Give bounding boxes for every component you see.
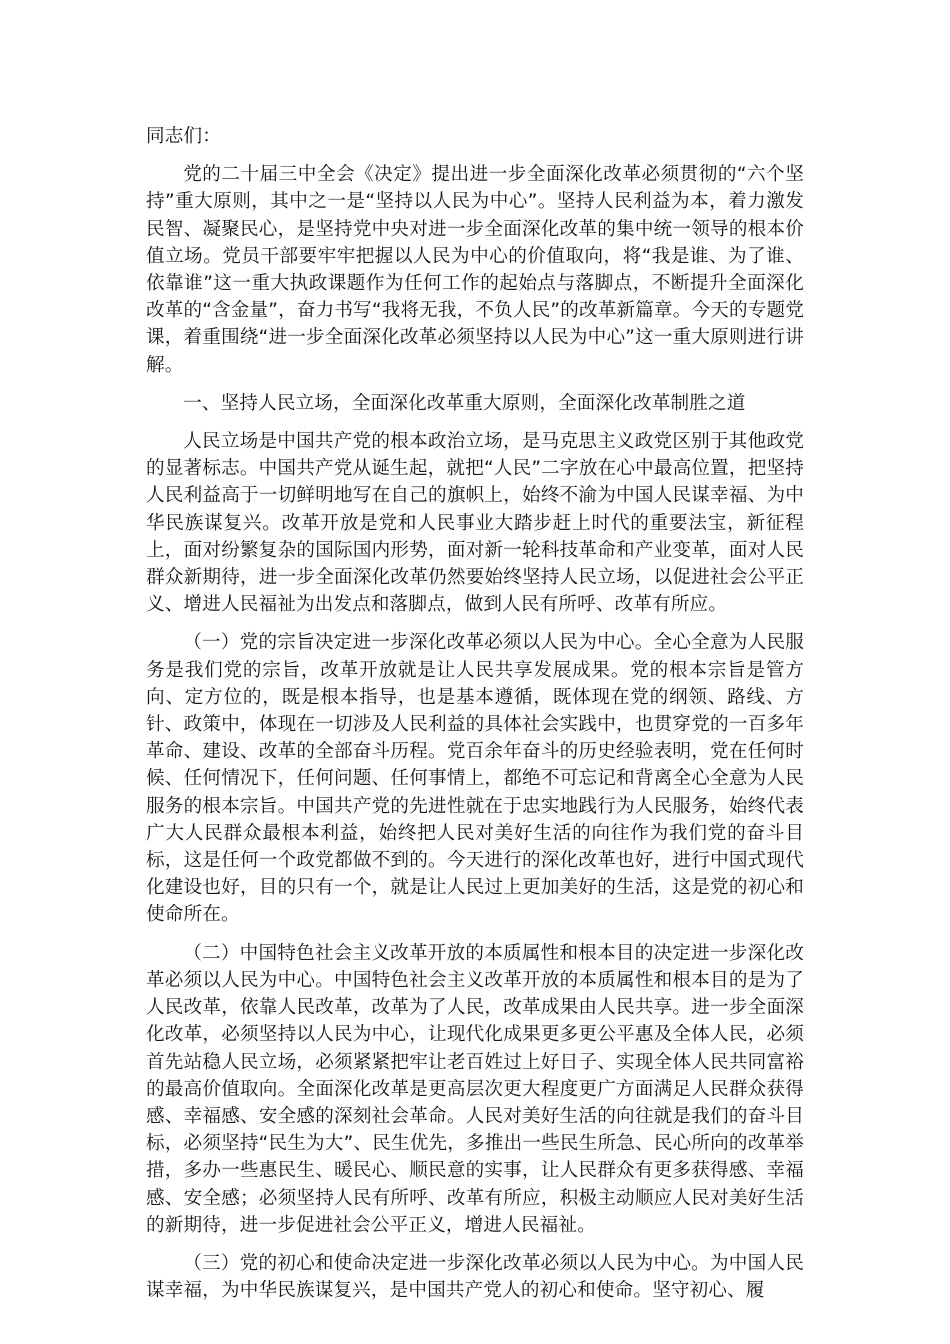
section-heading-1: 一、坚持人民立场，全面深化改革重大原则，全面深化改革制胜之道 [183, 392, 746, 414]
intro-paragraph: 党的二十届三中全会《决定》提出进一步全面深化改革必须贯彻的“六个坚持”重大原则，其中之一是“坚持以人民为中心”。坚持人民利益为本，着力激发民智、凝聚民心，是坚持党中央对进一步全面深化改革的集中统一领导的根本价值立场。党员干部要牢牢把握以人民为中心的价值取向，将“我是谁、为了谁、依靠谁”这一重大执政课题作为任何工作的起始点与落脚点，不断提升全面深化改革的“含金量”，奋力书写“我将无我，不负人民”的改革新篇章。今天的专题党课，着重围绕“进一步全面深化改革必须坚持以人民为中心”这一重大原则进行讲解。 [146, 164, 804, 376]
subsection-2-paragraph: （二）中国特色社会主义改革开放的本质属性和根本目的决定进一步深化改革必须以人民为中心。中国特色社会主义改革开放的本质属性和根本目的是为了人民改革，依靠人民改革，改革为了人民，改革成果由人民共享。进一步全面深化改革，必须坚持以人民为中心，让现代化成果更多更公平惠及全体人民，必须首先站稳人民立场，必须紧紧把牢让老百姓过上好日子、实现全体人民共同富裕的最高价值取向。全面深化改革是更高层次更大程度更广方面满足人民群众获得感、幸福感、安全感的深刻社会革命。人民对美好生活的向往就是我们的奋斗目标，必须坚持“民生为大”、民生优先，多推出一些民生所急、民心所向的改革举措，多办一些惠民生、暖民心、顺民意的实事，让人民群众有更多获得感、幸福感、安全感；必须坚持人民有所呼、改革有所应，积极主动顺应人民对美好生活的新期待，进一步促进社会公平正义，增进人民福祉。 [146, 942, 804, 1236]
subsection-3-paragraph: （三）党的初心和使命决定进一步深化改革必须以人民为中心。为中国人民谋幸福，为中华民族谋复兴，是中国共产党人的初心和使命。坚守初心、履 [146, 1252, 804, 1302]
section-1-paragraph: 人民立场是中国共产党的根本政治立场，是马克思主义政党区别于其他政党的显著标志。中国共产党从诞生起，就把“人民”二字放在心中最高位置，把坚持人民利益高于一切鲜明地写在自己的旗帜上，始终不渝为中国人民谋幸福、为中华民族谋复兴。改革开放是党和人民事业大踏步赶上时代的重要法宝，新征程上，面对纷繁复杂的国际国内形势，面对新一轮科技革命和产业变革，面对人民群众新期待，进一步全面深化改革仍然要始终坚持人民立场，以促进社会公平正义、增进人民福祉为出发点和落脚点，做到人民有所呼、改革有所应。 [146, 431, 804, 616]
subsection-1-paragraph: （一）党的宗旨决定进一步深化改革必须以人民为中心。全心全意为人民服务是我们党的宗旨，改革开放就是让人民共享发展成果。党的根本宗旨是管方向、定方位的，既是根本指导，也是基本遵循，既体现在党的纲领、路线、方针、政策中，体现在一切涉及人民利益的具体社会实践中，也贯穿党的一百多年革命、建设、改革的全部奋斗历程。党百余年奋斗的历史经验表明，党在任何时候、任何情况下，任何问题、任何事情上，都绝不可忘记和背离全心全意为人民服务的根本宗旨。中国共产党的先进性就在于忠实地践行为人民服务，始终代表广大人民群众最根本利益，始终把人民对美好生活的向往作为我们党的奋斗目标，这是任何一个政党都做不到的。今天进行的深化改革也好，进行中国式现代化建设也好，目的只有一个，就是让人民过上更加美好的生活，这是党的初心和使命所在。 [146, 632, 804, 926]
document-page [146, 123, 804, 1315]
salutation: 同志们： [146, 126, 221, 147]
